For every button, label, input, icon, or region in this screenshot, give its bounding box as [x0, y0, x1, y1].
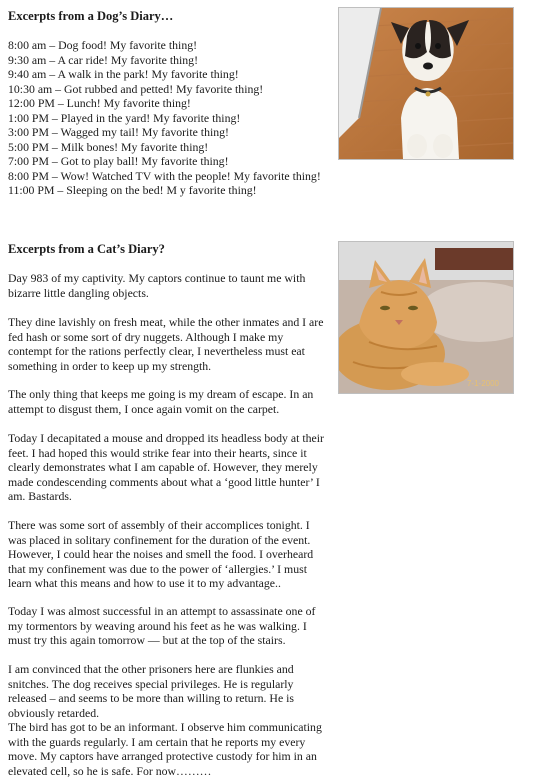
dog-photo	[338, 7, 514, 160]
dog-diary-list	[8, 38, 338, 198]
dog-diary-entry: 11:00 PM – Sleeping on the bed! M y favorite thing!	[8, 183, 257, 197]
dog-diary-entry: 8:00 am – Dog food! My favorite thing!	[8, 38, 198, 52]
cat-diary-paragraph: The only thing that keeps me going is my dream of escape. In an attempt to disgust them, I once again vomit on the carpet.	[8, 387, 314, 416]
cat-diary-heading: Excerpts from a Cat’s Diary?	[8, 242, 165, 256]
cat-diary-paragraph: There was some sort of assembly of their accomplices tonight. I was placed in solitary confinement for the duration of the event. However, I could hear the noises and smell the food. I overheard that my confinement was due to the power of ‘allergies.’ I must learn what this means and how to use it to my advantage..	[8, 518, 314, 591]
dog-diary-entry: 10:30 am – Got rubbed and petted! My favorite thing!	[8, 81, 264, 96]
dog-diary-entry: 7:00 PM – Got to play ball! My favorite thing!	[8, 154, 229, 168]
cat-diary-paragraph: I am convinced that the other prisoners here are flunkies and snitches. The dog receives special privileges. He is regularly released – and seems to be more than willing to return. He is obviously retarded.	[8, 662, 294, 720]
dog-diary-entry: 12:00 PM – Lunch! My favorite thing!	[8, 96, 191, 110]
dog-diary-heading: Excerpts from a Dog’s Diary…	[8, 9, 174, 23]
dog-diary-entry: 9:30 am – A car ride! My favorite thing!	[8, 52, 199, 67]
photo-date-stamp: 7-1-2000	[466, 379, 499, 388]
cat-diary-paragraph: Today I was almost successful in an attempt to assassinate one of my tormentors by weaving around his feet as he was walking. I must try this again tomorrow — but at the top of the stairs.	[8, 604, 316, 648]
dog-diary-entry: 1:00 PM – Played in the yard! My favorite thing!	[8, 110, 241, 125]
cat-photo	[338, 241, 514, 394]
dog-diary-entry: 9:40 am – A walk in the park! My favorite thing!	[8, 67, 239, 81]
dog-diary-entry: 3:00 PM – Wagged my tail! My favorite thing!	[8, 125, 229, 139]
dog-diary-entry: 8:00 PM – Wow! Watched TV with the people! My favorite thing!	[8, 168, 321, 183]
cat-diary-paragraph: Day 983 of my captivity. My captors continue to taunt me with bizarre little dangling objects.	[8, 271, 306, 300]
cat-diary-paragraph: The bird has got to be an informant. I observe him communicating with the guards regularly. I am certain that he reports my every move. My captors have arranged protective custody for him in an elevated cell, so he is safe. For now………	[8, 720, 322, 778]
dog-diary-entry: 5:00 PM – Milk bones! My favorite thing!	[8, 139, 209, 154]
cat-diary-paragraph: They dine lavishly on fresh meat, while the other inmates and I are fed hash or some sort of dry nuggets. Although I make my contempt for the rations perfectly clear, I nevertheless must eat something in order to keep up my strength.	[8, 315, 324, 373]
cat-diary-paragraph: Today I decapitated a mouse and dropped its headless body at their feet. I had hoped this would strike fear into their hearts, since it clearly demonstrates what I am capable of. However, they merely made condescending comments about what a ‘good little hunter’ I am. Bastards.	[8, 431, 324, 504]
